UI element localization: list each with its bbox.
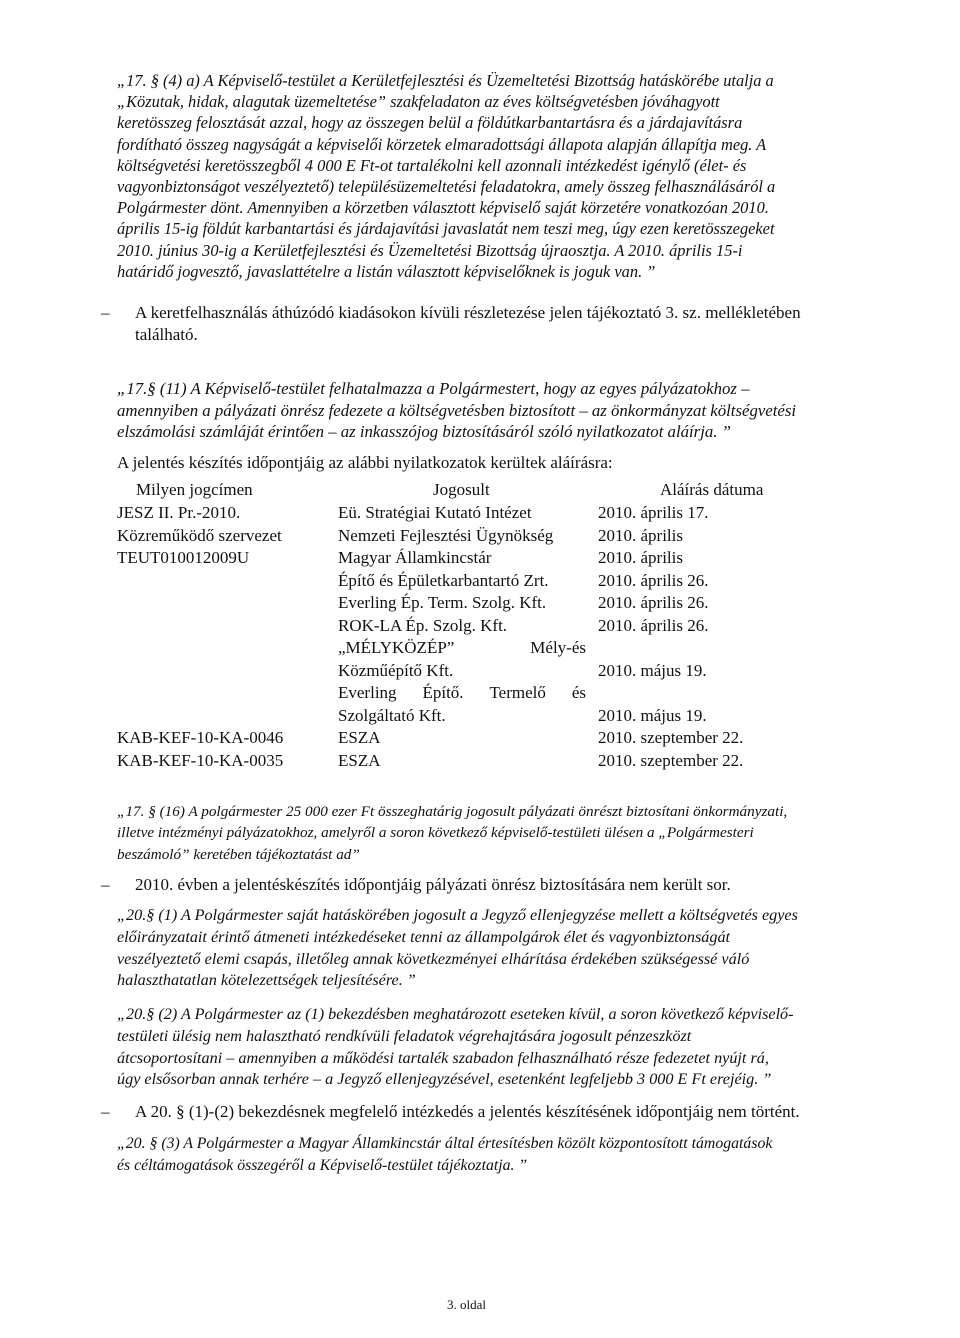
paragraph-text [117, 378, 895, 443]
paragraph-line: illetve intézményi pályázatokhoz, amelyről a soron következő képviselő-testületi ülésen a „Polgármesteri [117, 824, 754, 842]
paragraph-line: testületi ülésig nem halasztható rendkívüli feladatok végrehajtására jogosult pénzeszközt [117, 1026, 692, 1045]
cell-jogcim [117, 570, 338, 593]
cell-datum: 2010. május 19. [598, 660, 707, 680]
cell-datum: 2010. május 19. [598, 705, 707, 725]
paragraph-line: vagyonbiztonságot veszélyeztető) településüzemeltetési feladatokra, amely összeg felhasználásáról a [117, 177, 776, 197]
header-datum: Aláírás dátuma [660, 480, 764, 499]
page-number: 3. oldal [447, 1297, 486, 1312]
cell-jogcim: TEUT010012009U [117, 548, 250, 567]
cell-datum [598, 682, 763, 705]
dash-note-text [135, 874, 895, 896]
paragraph-line: úgy elsősorban annak terhére – a Jegyző ellenjegyzésével, esetenként legfeljebb 3 000 E Ft erejéig. ” [117, 1070, 772, 1089]
paragraph-line: költségvetési keretösszegből 4 000 E Ft-ot tartalékolni kell azonnali intézkedést igénylő (élet- és [117, 155, 747, 175]
cell-datum: 2010. szeptember 22. [598, 728, 744, 747]
cell-word: Termelő [489, 683, 546, 702]
cell-datum: 2010. április 26. [598, 593, 709, 612]
paragraph-line: „20.§ (2) A Polgármester az (1) bekezdésben meghatározott eseteken kívül, a soron következő képviselő- [117, 1005, 794, 1023]
paragraph-line: fordítható összeg nagyságát a képviselői körzetek elmaradottsági állapota alapján állapítja meg. A [117, 134, 767, 154]
signatures-table [117, 478, 763, 772]
table-row [117, 705, 763, 728]
cell-word: „MÉLYKÖZÉP” [338, 638, 455, 657]
cell-jogosult: Építő és Épületkarbantartó Zrt. [338, 570, 549, 590]
cell-jogcim [117, 660, 338, 683]
cell-datum: 2010. április [598, 525, 683, 545]
cell-datum: 2010. április 26. [598, 615, 709, 635]
intro-text: A jelentés készítés időpontjáig az alábbi nyilatkozatok kerültek aláírásra: [117, 453, 613, 472]
table-row [117, 570, 763, 593]
paragraph-17-11 [117, 378, 895, 443]
cell-jogcim [117, 615, 338, 638]
cell-jogosult: Magyar Államkincstár [338, 548, 492, 567]
table-row [117, 727, 763, 750]
header-jogosult: Jogosult [433, 480, 490, 499]
paragraph-line: halaszthatatlan kötelezettségek teljesítésére. ” [117, 971, 416, 990]
paragraph-text [117, 1133, 895, 1176]
cell-word: Everling [338, 683, 397, 702]
dash-marker: – [101, 303, 110, 322]
table-row [117, 637, 763, 660]
cell-jogosult: Közműépítő Kft. [338, 660, 454, 680]
cell-datum: 2010. április 26. [598, 570, 709, 590]
paragraph-17-16 [117, 801, 895, 865]
cell-jogosult-text [338, 637, 586, 660]
paragraph-line: Polgármester dönt. Amennyiben a körzetben választott képviselő saját körzetére vonatkozóan 2010. [117, 198, 769, 218]
cell-jogcim [117, 682, 338, 705]
paragraph-text [117, 70, 895, 282]
cell-jogosult: ROK-LA Ép. Szolg. Kft. [338, 615, 508, 635]
cell-jogosult: ESZA [338, 750, 381, 770]
paragraph-line: amennyiben a pályázati önrész fedezete a költségvetésben biztosított – az önkormányzat költségvetési [117, 400, 797, 420]
cell-jogosult: Nemzeti Fejlesztési Ügynökség [338, 525, 554, 545]
dash-marker: – [101, 1102, 110, 1121]
paragraph-line: átcsoportosítani – amennyiben a működési tartalék szabadon felhasználható része fedezetet nyújt rá, [117, 1048, 769, 1067]
cell-jogosult: ESZA [338, 728, 381, 747]
cell-jogosult: Everling Ép. Term. Szolg. Kft. [338, 593, 547, 612]
dash-note-line: A keretfelhasználás áthúzódó kiadásokon kívüli részletezése jelen tájékoztató 3. sz. mellékletében [135, 303, 801, 322]
paragraph-text [117, 1004, 895, 1091]
cell-jogosult: Eü. Stratégiai Kutató Intézet [338, 503, 532, 522]
cell-jogcim: KAB-KEF-10-KA-0046 [117, 728, 284, 747]
paragraph-line: keretösszeg felosztását azzal, hogy az összegen belül a földútkarbantartásra és a járdajavításra [117, 113, 743, 133]
cell-datum [598, 637, 763, 660]
paragraph-line: határidő jogvesztő, javaslattételre a listán választott képviselőknek is joguk van. ” [117, 261, 656, 281]
paragraph-line: előirányzatait érintő átmeneti intézkedéseket tenni az állampolgárok élet és vagyonbiztonságát [117, 927, 731, 946]
cell-word: és [571, 683, 586, 702]
table-row [117, 615, 763, 638]
cell-jogosult [338, 637, 598, 660]
paragraph-line: „Közutak, hidak, alagutak üzemeltetése” szakfeladaton az éves költségvetésben jóváhagyott [117, 92, 720, 112]
paragraph-line: „17. § (4) a) A Képviselő-testület a Kerületfejlesztési és Üzemeltetési Bizottság hatáskörébe utalja a [117, 71, 774, 90]
cell-jogcim [117, 705, 338, 728]
dash-note-2 [101, 874, 895, 896]
paragraph-line: és céltámogatások összegéről a Képviselő-testület tájékoztatja. ” [117, 1156, 528, 1174]
cell-datum: 2010. szeptember 22. [598, 750, 744, 770]
paragraph-line: beszámoló” keretében tájékoztatást ad” [117, 845, 360, 863]
cell-jogcim [117, 637, 338, 660]
header-jogcim: Milyen jogcímen [136, 480, 253, 499]
table-row [117, 592, 763, 615]
table-row [117, 502, 763, 525]
cell-jogcim: JESZ II. Pr.-2010. [117, 503, 241, 522]
dash-note-line: található. [135, 324, 198, 344]
paragraph-line: „17.§ (11) A Képviselő-testület felhatalmazza a Polgármestert, hogy az egyes pályázatokhoz – [117, 379, 750, 398]
dash-note-text [135, 302, 895, 345]
dash-note-line: A 20. § (1)-(2) bekezdésnek megfelelő intézkedés a jelentés készítésének időpontjáig nem történt. [135, 1102, 800, 1121]
paragraph-line: „20. § (3) A Polgármester a Magyar Államkincstár által értesítésben közölt központosított támogatások [117, 1135, 773, 1152]
table-row [117, 682, 763, 705]
cell-word: Mély-és [530, 638, 586, 657]
paragraph-line: „17. § (16) A polgármester 25 000 ezer Ft összeghatárig jogosult pályázati önrészt biztosítani önkormányzati, [117, 803, 788, 820]
paragraph-20-2 [117, 1004, 895, 1091]
paragraph-17-4a [117, 70, 895, 282]
signature-intro [117, 452, 895, 474]
cell-jogosult-text [338, 682, 586, 705]
dash-note-line: 2010. évben a jelentéskészítés időpontjáig pályázati önrész biztosítására nem került sor. [135, 875, 731, 894]
cell-jogcim [117, 592, 338, 615]
cell-jogcim: KAB-KEF-10-KA-0035 [117, 750, 284, 770]
table-row [117, 525, 763, 548]
cell-word: Építő. [422, 683, 464, 702]
paragraph-line: április 15-ig földút karbantartási és járdajavítási javaslatát nem teszi meg, úgy ezen keretösszegeket [117, 219, 775, 239]
table-row [117, 660, 763, 683]
paragraph-line: veszélyeztető elemi csapás, illetőleg annak következményei elhárítása érdekében szükségessé váló [117, 949, 750, 968]
dash-marker: – [101, 875, 110, 894]
dash-note-1 [101, 302, 895, 345]
cell-jogcim: Közreműködő szervezet [117, 525, 282, 545]
dash-note-text [135, 1101, 895, 1123]
cell-datum: 2010. április [598, 548, 683, 567]
paragraph-line: 2010. június 30-ig a Kerületfejlesztési és Üzemeltetési Bizottság újraosztja. A 2010. április 15-i [117, 240, 743, 260]
paragraph-line: „20.§ (1) A Polgármester saját hatáskörében jogosult a Jegyző ellenjegyzése mellett a költségvetés egyes [117, 906, 798, 924]
table-row [117, 547, 763, 570]
cell-datum: 2010. április 17. [598, 503, 709, 522]
dash-note-3 [101, 1101, 895, 1123]
cell-jogosult: Szolgáltató Kft. [338, 705, 446, 725]
paragraph-line: elszámolási számláját érintően – az inkasszójog biztosításáról szóló nyilatkozatot aláírja. ” [117, 422, 731, 442]
paragraph-text [117, 905, 895, 992]
paragraph-20-1 [117, 905, 895, 992]
paragraph-text [117, 801, 895, 865]
table-header-row [117, 478, 763, 502]
paragraph-20-3 [117, 1133, 895, 1176]
cell-jogosult [338, 682, 598, 705]
table-row [117, 750, 763, 773]
